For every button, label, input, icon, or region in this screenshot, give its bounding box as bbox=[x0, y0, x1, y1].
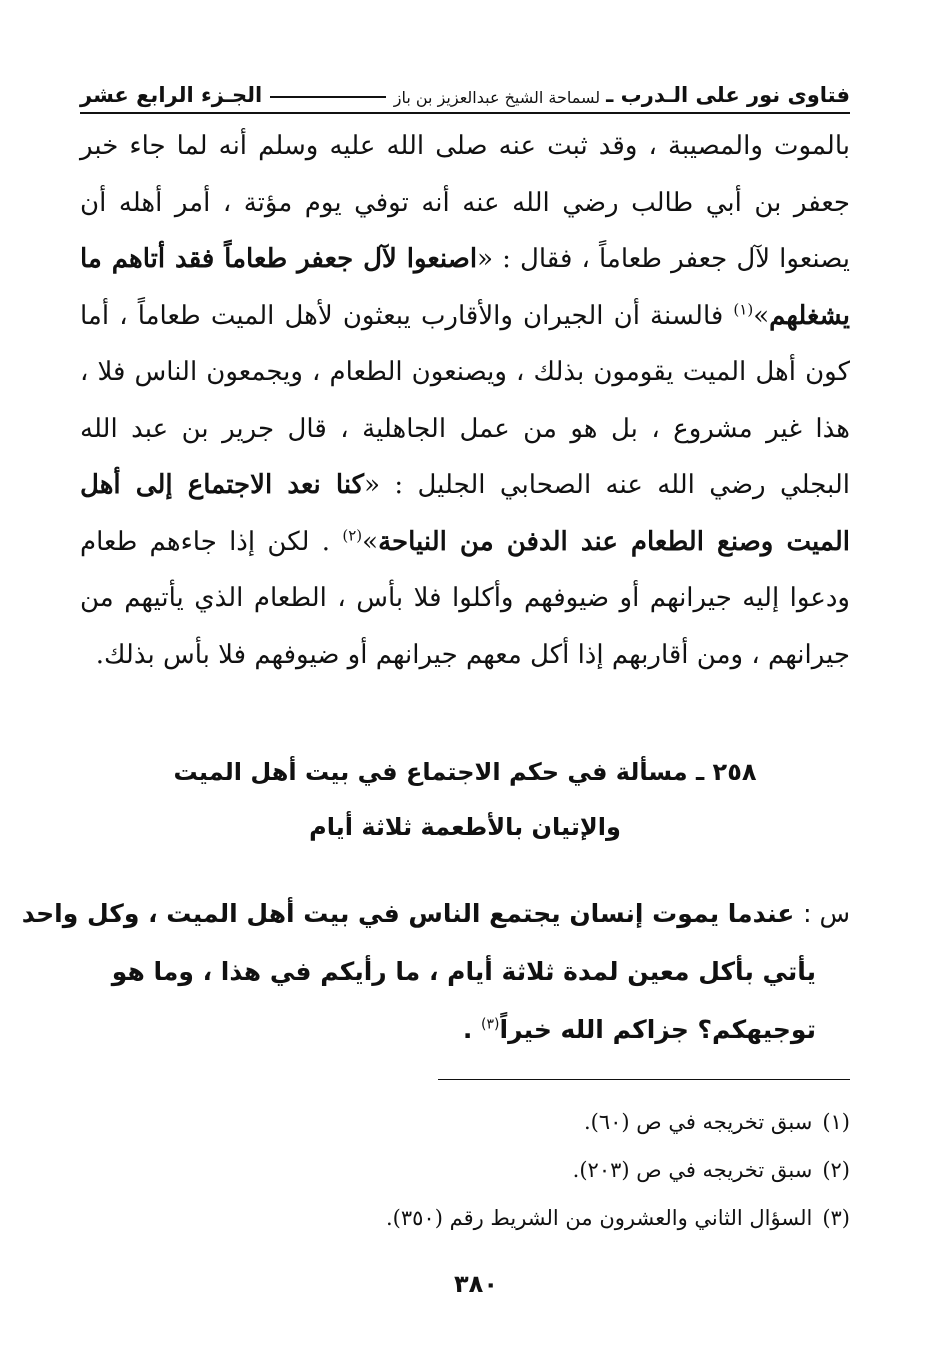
answer-text-a: بالموت والمصيبة ، وقد ثبت عنه صلى الله عليه وسلم أنه لما جاء خبر جعفر بن أبي طالب رضي الله عنه أنه توفي يوم مؤتة ، أمر أهله أن يصنعوا لآل جعفر طعاماً ، فقال : « bbox=[80, 131, 850, 274]
footnote-3 bbox=[80, 1194, 850, 1242]
page-number: ٣٨٠ bbox=[454, 1270, 498, 1298]
book-author: لسماحة الشيخ عبدالعزيز بن باز bbox=[393, 88, 601, 107]
question-line-2: يأتي بأكل معين لمدة ثلاثة أيام ، ما رأيكم في هذا ، وما هو bbox=[111, 957, 816, 986]
volume-label: الجـزء الرابع عشر bbox=[80, 83, 263, 107]
footnote-text: سبق تخريجه في ص (٢٠٣). bbox=[572, 1158, 813, 1182]
footnote-ref-2: (٢) bbox=[342, 525, 363, 544]
question-label: س : bbox=[803, 899, 850, 928]
footnote-number: (٢) bbox=[822, 1158, 850, 1182]
answer-text-b: فالسنة أن الجيران والأقارب يبعثون لأهل الميت طعاماً ، أما كون أهل الميت يقومون بذلك ، ويصنعون الطعام ، ويجمعون الناس فلا ، هذا غير مشروع ، بل هو من عمل الجاهلية ، قال جرير بن عبد الله البجلي رضي الله عنه الصحابي الجليل : « bbox=[80, 300, 850, 500]
footnote-ref-3: (٣) bbox=[481, 1016, 500, 1033]
footnote-2 bbox=[80, 1146, 850, 1194]
book-title: فتاوى نور على الـدرب ـ bbox=[606, 83, 850, 107]
answer-text-c: . لكن إذا جاءهم طعام ودعوا إليه جيرانهم أو ضيوفهم وأكلوا فلا بأس ، الطعام الذي يأتيهم من جيرانهم ، ومن أقاربهم إذا أكل معهم جيرانهم أو ضيوفهم فلا بأس بذلك. bbox=[80, 526, 850, 670]
footnotes bbox=[80, 1098, 850, 1242]
answer-paragraph: بالموت والمصيبة ، وقد ثبت عنه صلى الله عليه وسلم أنه لما جاء خبر جعفر بن أبي طالب رضي الله عنه أنه توفي يوم مؤتة ، أمر أهله أن يصنعوا لآل جعفر طعاماً ، فقال : «اصنعوا لآل جعفر طعاماً فقد أتاهم ما يشغلهم»$^{(١)}$ فالسنة أن الجيران والأقارب يبعثون لأهل الميت طعاماً ، أما كون أهل الميت يقومون بذلك ، ويصنعون الطعام ، ويجمعون الناس فلا ، هذا غير مشروع ، بل هو من عمل الجاهلية ، قال جرير بن عبد الله البجلي رضي الله عنه الصحابي الجليل : «كنا نعد الاجتماع إلى أهل الميت وصنع الطعام عند الدفن من النياحة»$^{(٢)}$ . لكن إذا جاءهم طعام ودعوا إليه جيرانهم أو ضيوفهم وأكلوا فلا بأس ، الطعام الذي يأتيهم من جيرانهم ، ومن أقاربهم إذا أكل معهم جيرانهم أو ضيوفهم فلا بأس بذلك. bbox=[80, 131, 850, 670]
question-end: . bbox=[462, 1015, 482, 1044]
running-head bbox=[80, 70, 850, 114]
footnote-1 bbox=[80, 1098, 850, 1146]
question-text-3: توجيهكم؟ جزاكم الله خيراً bbox=[499, 1015, 816, 1044]
question-text-1: عندما يموت إنسان يجتمع الناس في بيت أهل الميت ، وكل واحد bbox=[21, 899, 795, 928]
section-title-line-1: ٢٥٨ ـ مسألة في حكم الاجتماع في بيت أهل الميت bbox=[173, 758, 757, 786]
question-line-3 bbox=[80, 1001, 850, 1059]
companion-quote: كنا نعد الاجتماع إلى أهل الميت وصنع الطعام عند الدفن من النياحة bbox=[80, 470, 850, 557]
section-heading bbox=[80, 745, 850, 855]
footnote-text: سبق تخريجه في ص (٦٠). bbox=[583, 1110, 813, 1134]
footnote-text: السؤال الثاني والعشرون من الشريط رقم (٣٥٠). bbox=[386, 1206, 813, 1230]
header-rule bbox=[270, 96, 386, 98]
footnote-number: (١) bbox=[822, 1110, 850, 1134]
footnote-number: (٣) bbox=[822, 1206, 850, 1230]
footnote-separator bbox=[438, 1079, 850, 1080]
question-block bbox=[21, 885, 850, 1059]
question-line-1 bbox=[21, 885, 850, 943]
hadith-quote: اصنعوا لآل جعفر طعاماً فقد أتاهم ما يشغلهم bbox=[80, 244, 850, 331]
body-paragraph bbox=[80, 118, 850, 683]
section-title-line-2: والإتيان بالأطعمة ثلاثة أيام bbox=[309, 813, 621, 841]
footnote-ref-1: (١) bbox=[733, 299, 754, 318]
